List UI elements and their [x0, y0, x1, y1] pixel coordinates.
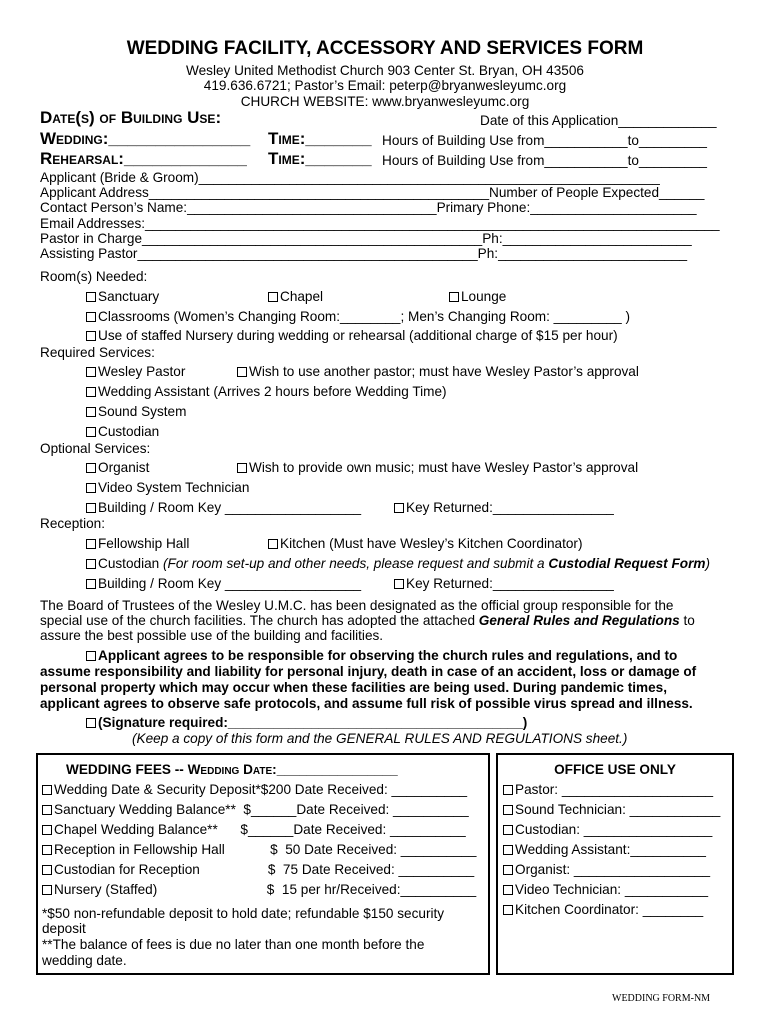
contact-person-field[interactable]: Contact Person’s Name:_________________________________Primary Phone:______________________ — [40, 200, 697, 215]
email-field[interactable]: Email Addresses:____________________________________________________________________________ — [40, 216, 720, 231]
office-use-item[interactable]: Kitchen Coordinator: ________ — [503, 902, 703, 918]
checkbox-icon[interactable] — [42, 845, 52, 855]
reception-key-returned-option[interactable]: Key Returned:________________ — [394, 576, 614, 592]
wedding-time-field[interactable]: Time:_______ — [268, 129, 372, 148]
deposit-note: *$50 non-refundable deposit to hold date; refundable $150 security — [42, 906, 445, 921]
form-code: WEDDING FORM-NM — [612, 993, 711, 1004]
reception-custodian-option[interactable]: Custodian (For room set-up and other needs, please request and submit a Custodial Request Form) — [86, 556, 710, 572]
checkbox-icon[interactable] — [503, 865, 513, 875]
sound-system-option[interactable]: Sound System — [86, 404, 186, 420]
key-returned-option[interactable]: Key Returned:________________ — [394, 500, 614, 516]
office-use-item[interactable]: Sound Technician: ____________ — [503, 802, 720, 818]
form-title: WEDDING FACILITY, ACCESSORY AND SERVICES FORM — [126, 38, 644, 59]
agreement-checkbox[interactable]: Applicant agrees to be responsible for observing the church rules and regulations, and to — [86, 648, 677, 664]
application-date-field[interactable]: Date of this Application_____________ — [480, 113, 717, 128]
wedding-date-field[interactable]: Wedding:_______________ — [40, 129, 251, 148]
reception-key-option[interactable]: Building / Room Key __________________ — [86, 576, 361, 592]
checkbox-icon[interactable] — [86, 387, 96, 397]
checkbox-icon[interactable] — [268, 539, 278, 549]
rehearsal-hours-field[interactable]: Hours of Building Use from___________to_________ — [382, 153, 707, 168]
checkbox-icon[interactable] — [503, 805, 513, 815]
checkbox-icon[interactable] — [86, 718, 96, 728]
signature-field[interactable]: (Signature required:_______________________________________) — [86, 715, 527, 731]
keep-copy-note: (Keep a copy of this form and the GENERAL RULES AND REGULATIONS sheet.) — [132, 731, 628, 746]
checkbox-icon[interactable] — [503, 845, 513, 855]
checkbox-icon[interactable] — [86, 427, 96, 437]
fee-row[interactable]: Sanctuary Wedding Balance** $______Date Received: __________ — [42, 802, 469, 818]
wedding-assistant-option[interactable]: Wedding Assistant (Arrives 2 hours before Wedding Time) — [86, 384, 447, 400]
checkbox-icon[interactable] — [42, 825, 52, 835]
office-use-item[interactable]: Video Technician: ___________ — [503, 882, 708, 898]
office-use-item[interactable]: Custodian: _________________ — [503, 822, 712, 838]
church-contact: 419.636.6721; Pastor’s Email: peterp@bryanwesleyumc.org — [203, 78, 567, 93]
classrooms-option[interactable]: Classrooms (Women’s Changing Room:________; Men’s Changing Room: _________ ) — [86, 309, 630, 325]
checkbox-icon[interactable] — [42, 865, 52, 875]
agreement-line3: personal property which may occur when these facilities are being used. During pandemic times, — [40, 680, 667, 695]
board-paragraph-line3: assure the best possible use of the building and facilities. — [40, 628, 384, 643]
kitchen-option[interactable]: Kitchen (Must have Wesley’s Kitchen Coordinator) — [268, 536, 582, 552]
checkbox-icon[interactable] — [268, 292, 278, 302]
checkbox-icon[interactable] — [86, 367, 96, 377]
dates-label: Date(s) of Building Use: — [40, 108, 222, 127]
rehearsal-date-field[interactable]: Rehearsal:_____________ — [40, 149, 247, 168]
board-paragraph-line1: The Board of Trustees of the Wesley U.M.C. has been designated as the official group responsible for the — [40, 598, 674, 613]
checkbox-icon[interactable] — [86, 312, 96, 322]
checkbox-icon[interactable] — [42, 785, 52, 795]
pastor-in-charge-field[interactable]: Pastor in Charge_____________________________________________Ph:_________________________ — [40, 231, 692, 246]
required-services-heading: Required Services: — [40, 345, 155, 360]
agreement-line2: assume responsibility and liability for personal injury, death in case of an accident, loss or damage of — [40, 664, 697, 679]
board-paragraph-line2: special use of the church facilities. The church has adopted the attached General Rules and Regulations to — [40, 613, 695, 628]
video-technician-option[interactable]: Video System Technician — [86, 480, 249, 496]
checkbox-icon[interactable] — [86, 331, 96, 341]
checkbox-icon[interactable] — [86, 579, 96, 589]
checkbox-icon[interactable] — [42, 885, 52, 895]
chapel-option[interactable]: Chapel — [268, 289, 323, 305]
organist-option[interactable]: Organist — [86, 460, 149, 476]
checkbox-icon[interactable] — [42, 805, 52, 815]
checkbox-icon[interactable] — [86, 483, 96, 493]
fellowship-hall-option[interactable]: Fellowship Hall — [86, 536, 189, 552]
lounge-option[interactable]: Lounge — [449, 289, 506, 305]
reception-heading: Reception: — [40, 516, 105, 531]
applicant-names-field[interactable]: Applicant (Bride & Groom)_____________________________________________________________ — [40, 170, 660, 185]
fee-row[interactable]: Reception in Fellowship Hall $ 50 Date Received: __________ — [42, 842, 476, 858]
checkbox-icon[interactable] — [237, 367, 247, 377]
nursery-option[interactable]: Use of staffed Nursery during wedding or rehearsal (additional charge of $15 per hour) — [86, 328, 618, 344]
checkbox-icon[interactable] — [86, 539, 96, 549]
wedding-hours-field[interactable]: Hours of Building Use from___________to_________ — [382, 133, 707, 148]
checkbox-icon[interactable] — [503, 825, 513, 835]
checkbox-icon[interactable] — [86, 292, 96, 302]
applicant-address-field[interactable]: Applicant Address_____________________________________________Number of People Expected______ — [40, 185, 705, 200]
checkbox-icon[interactable] — [86, 559, 96, 569]
checkbox-icon[interactable] — [394, 579, 404, 589]
deposit-note-cont: deposit — [42, 921, 86, 936]
fee-row[interactable]: Wedding Date & Security Deposit*$200 Date Received: __________ — [42, 782, 467, 798]
own-music-option[interactable]: Wish to provide own music; must have Wesley Pastor’s approval — [237, 460, 638, 476]
agreement-line4: applicant agrees to observe safe protocols, and assume full risk of possible virus spread and illness. — [40, 696, 693, 711]
other-pastor-option[interactable]: Wish to use another pastor; must have Wesley Pastor’s approval — [237, 364, 639, 380]
fees-heading[interactable]: WEDDING FEES -- Wedding Date:________________ — [66, 762, 398, 777]
checkbox-icon[interactable] — [86, 651, 96, 661]
office-use-item[interactable]: Wedding Assistant:__________ — [503, 842, 706, 858]
office-use-item[interactable]: Organist: __________________ — [503, 862, 710, 878]
checkbox-icon[interactable] — [503, 785, 513, 795]
fee-row[interactable]: Chapel Wedding Balance** $______Date Received: __________ — [42, 822, 466, 838]
balance-note: **The balance of fees is due no later than one month before the — [42, 937, 425, 952]
checkbox-icon[interactable] — [86, 407, 96, 417]
checkbox-icon[interactable] — [449, 292, 459, 302]
church-website: CHURCH WEBSITE: www.bryanwesleyumc.org — [240, 94, 530, 109]
office-use-heading: OFFICE USE ONLY — [554, 762, 676, 777]
custodian-option[interactable]: Custodian — [86, 424, 159, 440]
office-use-item[interactable]: Pastor: ____________________ — [503, 782, 713, 798]
checkbox-icon[interactable] — [237, 463, 247, 473]
sanctuary-option[interactable]: Sanctuary — [86, 289, 159, 305]
rooms-heading: Room(s) Needed: — [40, 269, 148, 284]
balance-note-cont: wedding date. — [42, 953, 127, 968]
fee-row[interactable]: Custodian for Reception $ 75 Date Received: __________ — [42, 862, 474, 878]
optional-services-heading: Optional Services: — [40, 441, 151, 456]
assisting-pastor-field[interactable]: Assisting Pastor_____________________________________________Ph:_________________________ — [40, 246, 688, 261]
rehearsal-time-field[interactable]: Time:_______ — [268, 149, 372, 168]
checkbox-icon[interactable] — [503, 905, 513, 915]
church-address: Wesley United Methodist Church 903 Center St. Bryan, OH 43506 — [186, 63, 584, 78]
fee-row[interactable]: Nursery (Staffed) $ 15 per hr/Received:__________ — [42, 882, 476, 898]
checkbox-icon[interactable] — [394, 503, 404, 513]
checkbox-icon[interactable] — [86, 463, 96, 473]
checkbox-icon[interactable] — [503, 885, 513, 895]
building-key-option[interactable]: Building / Room Key __________________ — [86, 500, 361, 516]
wesley-pastor-option[interactable]: Wesley Pastor — [86, 364, 185, 380]
checkbox-icon[interactable] — [86, 503, 96, 513]
